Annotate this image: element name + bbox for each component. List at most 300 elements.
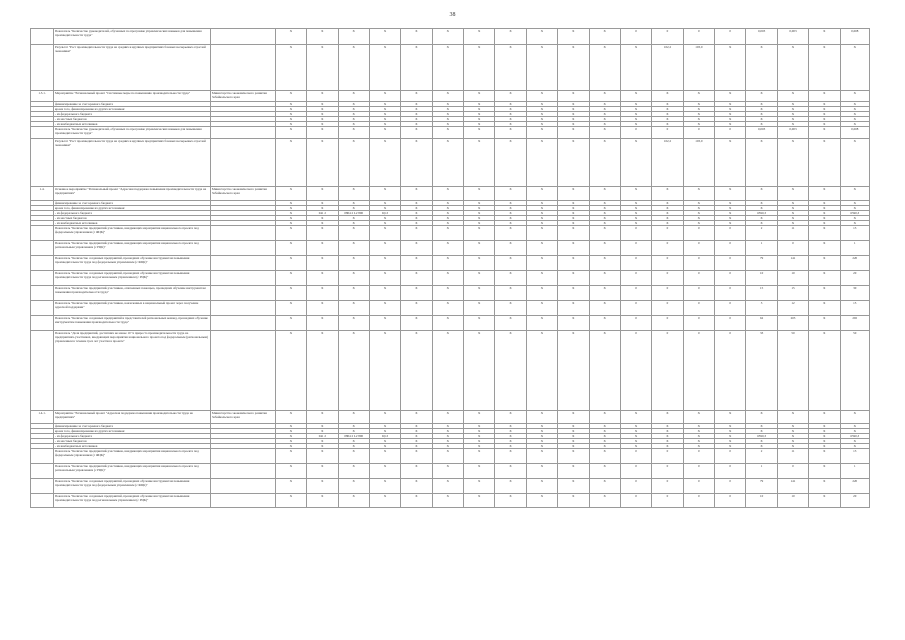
table-cell: Х (715, 439, 746, 444)
table-cell: Х (652, 187, 683, 201)
table-cell: Х (526, 429, 557, 434)
table-cell: Х (401, 429, 432, 434)
table-cell: Х (464, 464, 495, 479)
table-cell: Х (338, 241, 369, 256)
table-cell: Х (338, 221, 369, 226)
row-name: Показатель "Количество руководителей, обученных по программе управленческих навыков для повышения производительности труда" (54, 127, 211, 139)
row-name: кроме того, финансирование из других источников: (54, 429, 211, 434)
table-cell: 1 (840, 241, 869, 256)
table-cell: Х (275, 102, 306, 107)
table-cell: Х (620, 211, 651, 216)
table-cell: Х (307, 429, 338, 434)
table-cell: Х (338, 112, 369, 117)
table-cell: 0 (683, 226, 714, 241)
table-cell: Х (464, 411, 495, 424)
table-cell: 0,008 (840, 127, 869, 139)
table-cell: Х (432, 221, 463, 226)
table-cell: Х (683, 206, 714, 211)
table-cell: Х (464, 316, 495, 331)
table-cell: Х (307, 271, 338, 286)
table-cell: Х (809, 127, 840, 139)
table-cell: Х (401, 221, 432, 226)
table-cell: Х (746, 411, 777, 424)
table-cell: Х (683, 216, 714, 221)
table-cell: 50 (840, 331, 869, 411)
table-cell: Х (746, 201, 777, 206)
table-cell: Х (432, 444, 463, 449)
table-cell: Х (495, 494, 526, 508)
table-cell: Х (432, 494, 463, 508)
table-cell: 0 (683, 29, 714, 45)
table-cell: 0 (620, 316, 651, 331)
table-cell: 0804 2 L2 890 (338, 434, 369, 439)
table-cell: 0,003 (746, 29, 777, 45)
table-cell: Х (307, 316, 338, 331)
table-cell: Х (307, 206, 338, 211)
table-cell: Х (809, 494, 840, 508)
table-cell: 141 (777, 479, 808, 494)
table-cell: Х (495, 221, 526, 226)
table-cell: Х (558, 286, 589, 301)
table-cell: Х (558, 216, 589, 221)
table-cell: Х (369, 316, 400, 331)
row-name: - из местных бюджетов (54, 117, 211, 122)
table-cell: 0 (683, 286, 714, 301)
table-row (31, 479, 870, 494)
table-cell: 10 (746, 494, 777, 508)
table-cell: 265 (840, 316, 869, 331)
table-cell: Х (495, 331, 526, 411)
table-row (31, 494, 870, 508)
table-cell: Х (589, 201, 620, 206)
row-name: - из федерального бюджета (54, 434, 211, 439)
table-cell: 0 (652, 241, 683, 256)
table-cell: Х (558, 424, 589, 429)
table-cell: Х (275, 316, 306, 331)
table-cell: Х (307, 256, 338, 271)
table-cell: Х (495, 271, 526, 286)
table-cell: 0 (620, 256, 651, 271)
table-cell: Х (369, 271, 400, 286)
table-cell: Х (620, 45, 651, 91)
table-cell: Х (401, 434, 432, 439)
table-cell: Х (558, 464, 589, 479)
table-cell: Х (652, 429, 683, 434)
table-cell: Х (620, 434, 651, 439)
table-cell: Х (526, 201, 557, 206)
table-cell: Х (683, 112, 714, 117)
table-cell: Х (840, 206, 869, 211)
table-cell: Х (307, 221, 338, 226)
table-cell: Х (464, 444, 495, 449)
table-cell: Х (715, 45, 746, 91)
table-cell: Х (338, 494, 369, 508)
table-cell: Х (275, 139, 306, 187)
table-cell: Х (620, 107, 651, 112)
table-cell: 0 (683, 301, 714, 316)
table-cell: Х (464, 271, 495, 286)
table-row (31, 241, 870, 256)
row-number (31, 479, 54, 494)
table-cell: 102,2 (652, 139, 683, 187)
table-cell: Х (558, 301, 589, 316)
table-cell: Х (464, 127, 495, 139)
table-cell: Х (715, 434, 746, 439)
table-cell: Х (401, 187, 432, 201)
table-cell: Х (840, 411, 869, 424)
table-cell: Х (495, 29, 526, 45)
table-cell: Х (432, 102, 463, 107)
table-cell: 0 (715, 316, 746, 331)
table-cell: Х (338, 102, 369, 107)
table-cell: Х (275, 216, 306, 221)
table-cell: Х (715, 91, 746, 102)
table-cell: Х (369, 91, 400, 102)
row-name: - из федерального бюджета (54, 112, 211, 117)
table-cell: Х (307, 122, 338, 127)
row-executor (210, 139, 275, 187)
row-name: Мероприятие "Региональный проект "Адресная поддержка повышения производительности труда на предприятиях" (54, 411, 211, 424)
table-cell: Х (589, 449, 620, 464)
row-executor (210, 241, 275, 256)
table-cell: Х (495, 216, 526, 221)
table-cell: Х (840, 102, 869, 107)
table-cell: Х (558, 122, 589, 127)
row-name: Основное мероприятие "Региональный проект "Адресная поддержка повышения производительности труда на предприятиях" (54, 187, 211, 201)
table-cell: Х (369, 139, 400, 187)
table-cell: Х (809, 316, 840, 331)
table-cell: Х (275, 206, 306, 211)
table-cell: Х (526, 187, 557, 201)
table-cell: 3 (746, 301, 777, 316)
table-cell: Х (369, 494, 400, 508)
table-cell: Х (683, 201, 714, 206)
table-cell: Х (432, 127, 463, 139)
table-cell: Х (589, 226, 620, 241)
table-cell: Х (464, 439, 495, 444)
table-cell: Х (777, 91, 808, 102)
table-cell: Х (526, 102, 557, 107)
table-cell: 0 (715, 494, 746, 508)
table-cell: Х (338, 429, 369, 434)
table-row (31, 449, 870, 464)
table-cell: Х (464, 206, 495, 211)
table-cell: Х (275, 434, 306, 439)
row-name: Показатель "Доля предприятий, достигших не менее 10 % прироста производительности труда на предприятиях-участниках, внедряющих мероприятия национального проекта под федеральным (региональным) управлением в течение трех лет участия в проекте" (54, 331, 211, 411)
table-cell: Х (369, 187, 400, 201)
table-cell: Х (338, 256, 369, 271)
table-cell: Х (464, 139, 495, 187)
table-cell: Х (715, 201, 746, 206)
table-cell: Х (275, 286, 306, 301)
table-cell: Х (369, 241, 400, 256)
row-name: - из внебюджетных источников (54, 221, 211, 226)
table-cell: 30 (840, 286, 869, 301)
table-cell: Х (495, 411, 526, 424)
table-cell: Х (558, 479, 589, 494)
table-cell: Х (652, 211, 683, 216)
table-cell: Х (652, 206, 683, 211)
table-row (31, 45, 870, 91)
table-cell: 0 (715, 226, 746, 241)
table-cell: Х (809, 102, 840, 107)
row-number (31, 271, 54, 286)
table-cell: Х (275, 449, 306, 464)
table-cell: Х (401, 301, 432, 316)
table-cell: Х (464, 301, 495, 316)
table-cell: Х (401, 479, 432, 494)
table-cell: Х (526, 226, 557, 241)
row-name: финансирование за счет краевого бюджета (54, 102, 211, 107)
table-cell: Х (620, 429, 651, 434)
table-cell: Х (338, 444, 369, 449)
table-cell: 0 (715, 286, 746, 301)
table-cell: Х (401, 102, 432, 107)
row-name: - из федерального бюджета (54, 211, 211, 216)
table-cell: 0,003 (777, 29, 808, 45)
table-cell: Х (432, 211, 463, 216)
table-cell: 20 (840, 494, 869, 508)
table-cell: 11 (777, 449, 808, 464)
table-cell: 1 (746, 464, 777, 479)
row-name: - из внебюджетных источников (54, 444, 211, 449)
table-cell: Х (777, 411, 808, 424)
row-executor (210, 464, 275, 479)
table-cell: Х (307, 117, 338, 122)
table-cell: 103,0 (683, 45, 714, 91)
table-cell: 0 (715, 127, 746, 139)
table-cell: Х (840, 187, 869, 201)
table-cell: 103,0 (683, 139, 714, 187)
table-cell: Х (683, 211, 714, 216)
row-name: Показатель "Количество созданных предприятий, прошедших обучение инструментам повышения производительности труда под федеральным управлением (с ФЦК)" (54, 256, 211, 271)
table-cell: Х (526, 139, 557, 187)
table-cell: Х (275, 464, 306, 479)
table-cell: 15 (777, 286, 808, 301)
row-number (31, 139, 54, 187)
table-cell: Х (777, 434, 808, 439)
table-cell: Х (401, 206, 432, 211)
row-name: Показатель "Количество созданных предприятий, прошедших обучение инструментам повышения производительности труда под региональным управлением (с РЦК)" (54, 494, 211, 508)
row-number (31, 449, 54, 464)
table-cell: 0 (620, 271, 651, 286)
page-number: 38 (449, 12, 456, 18)
table-cell: Х (746, 102, 777, 107)
table-cell: Х (809, 331, 840, 411)
table-cell: Х (495, 424, 526, 429)
table-cell: Х (558, 494, 589, 508)
table-row (31, 411, 870, 424)
table-row (31, 91, 870, 102)
table-cell: Х (401, 201, 432, 206)
table-cell: Х (558, 187, 589, 201)
table-row (31, 139, 870, 187)
table-cell: Х (338, 331, 369, 411)
table-cell: Х (432, 187, 463, 201)
row-executor (210, 29, 275, 45)
table-cell: Х (369, 256, 400, 271)
table-cell: Х (495, 187, 526, 201)
table-cell: Х (338, 464, 369, 479)
table-cell: 0 (683, 494, 714, 508)
table-cell: Х (464, 201, 495, 206)
table-cell: Х (558, 241, 589, 256)
table-cell: Х (432, 424, 463, 429)
table-cell: Х (809, 226, 840, 241)
table-cell: Х (589, 122, 620, 127)
table-cell: Х (746, 187, 777, 201)
table-cell: 220 (840, 479, 869, 494)
table-cell: Х (401, 112, 432, 117)
table-cell: 13 (840, 449, 869, 464)
table-cell: Х (589, 444, 620, 449)
table-cell: Х (715, 411, 746, 424)
table-cell: Х (777, 122, 808, 127)
table-cell: Х (401, 241, 432, 256)
table-cell: Х (275, 29, 306, 45)
table-cell: Х (526, 316, 557, 331)
table-cell: Х (275, 122, 306, 127)
table-cell: Х (809, 206, 840, 211)
table-cell: Х (307, 479, 338, 494)
table-cell: Х (715, 187, 746, 201)
table-cell: 0 (683, 256, 714, 271)
table-cell: Х (307, 411, 338, 424)
table-cell: Х (589, 424, 620, 429)
table-cell: 0 (652, 316, 683, 331)
table-cell: Х (307, 112, 338, 117)
table-cell: Х (809, 449, 840, 464)
table-cell: Х (683, 91, 714, 102)
table-cell: Х (275, 439, 306, 444)
table-cell: Х (526, 45, 557, 91)
table-cell: Х (495, 139, 526, 187)
table-cell: Х (589, 411, 620, 424)
table-cell: Х (652, 102, 683, 107)
row-name: Показатель "Количество руководителей, обученных по программе управленческих навыков для повышения производительности труда" (54, 29, 211, 45)
table-cell: Х (715, 424, 746, 429)
table-cell: Х (809, 117, 840, 122)
table-cell: 0 (652, 271, 683, 286)
row-name: кроме того, финансирование из других источников: (54, 206, 211, 211)
table-cell: Х (840, 107, 869, 112)
table-cell: Х (464, 45, 495, 91)
table-cell: Х (589, 479, 620, 494)
table-cell: Х (432, 256, 463, 271)
table-cell: Х (652, 122, 683, 127)
table-cell: Х (526, 449, 557, 464)
table-cell: Х (432, 286, 463, 301)
table-cell: Х (369, 439, 400, 444)
table-cell: Х (432, 45, 463, 91)
row-executor (210, 494, 275, 508)
table-cell: Х (338, 127, 369, 139)
table-cell: ЦL3 (369, 434, 400, 439)
table-cell: Х (840, 91, 869, 102)
table-cell: Х (275, 301, 306, 316)
row-name: Показатель "Количество предприятий-участников, вовлеченных в национальный проект через получение адресной поддержки" (54, 301, 211, 316)
table-cell: Х (307, 91, 338, 102)
table-cell: Х (840, 439, 869, 444)
table-cell: Х (589, 112, 620, 117)
table-cell: Х (558, 45, 589, 91)
table-cell: 0 (620, 29, 651, 45)
table-cell: 0,003 (777, 127, 808, 139)
table-cell: Х (401, 464, 432, 479)
table-cell: Х (777, 444, 808, 449)
table-cell: Х (809, 45, 840, 91)
table-cell: Х (338, 187, 369, 201)
table-cell: 20 (840, 271, 869, 286)
table-cell: 0 (620, 127, 651, 139)
table-cell: Х (558, 127, 589, 139)
table-cell: Х (558, 29, 589, 45)
table-cell: Х (464, 286, 495, 301)
table-cell: 1 (840, 464, 869, 479)
table-cell: Х (840, 112, 869, 117)
table-cell: Х (526, 221, 557, 226)
table-cell: Х (620, 117, 651, 122)
table-cell: Х (338, 449, 369, 464)
table-cell: Х (777, 107, 808, 112)
table-cell: Х (401, 286, 432, 301)
table-row (31, 127, 870, 139)
table-cell: Х (464, 424, 495, 429)
table-cell: Х (715, 444, 746, 449)
table-cell: Х (558, 256, 589, 271)
table-cell: 0 (683, 464, 714, 479)
table-cell: Х (558, 112, 589, 117)
table-cell: Х (683, 429, 714, 434)
table-cell: Х (558, 139, 589, 187)
table-cell: Х (620, 201, 651, 206)
table-cell: Х (401, 127, 432, 139)
table-cell: Х (526, 439, 557, 444)
table-cell: Х (275, 117, 306, 122)
table-cell: Х (558, 206, 589, 211)
table-cell: Х (652, 221, 683, 226)
table-cell: Х (432, 107, 463, 112)
table-cell: Х (558, 102, 589, 107)
table-cell: Х (401, 444, 432, 449)
table-cell: Х (589, 301, 620, 316)
row-number (31, 301, 54, 316)
table-cell: 0 (652, 494, 683, 508)
table-cell: Х (464, 479, 495, 494)
table-cell: 0 (715, 464, 746, 479)
table-cell: Х (464, 494, 495, 508)
table-cell: 6590,3 (746, 211, 777, 216)
table-cell: Х (526, 112, 557, 117)
table-cell: Х (338, 91, 369, 102)
table-cell: Х (432, 331, 463, 411)
table-cell: Х (558, 201, 589, 206)
table-cell: Х (746, 221, 777, 226)
table-cell: Х (809, 439, 840, 444)
row-number (31, 331, 54, 411)
table-cell: Х (307, 241, 338, 256)
table-cell: Х (338, 139, 369, 187)
table-cell: Х (338, 107, 369, 112)
table-cell: Х (495, 301, 526, 316)
table-cell: 2 (746, 449, 777, 464)
table-cell: Х (338, 45, 369, 91)
table-cell: Х (652, 201, 683, 206)
table-row (31, 226, 870, 241)
table-cell: Х (526, 301, 557, 316)
table-cell: Х (275, 241, 306, 256)
table-cell: Х (401, 216, 432, 221)
